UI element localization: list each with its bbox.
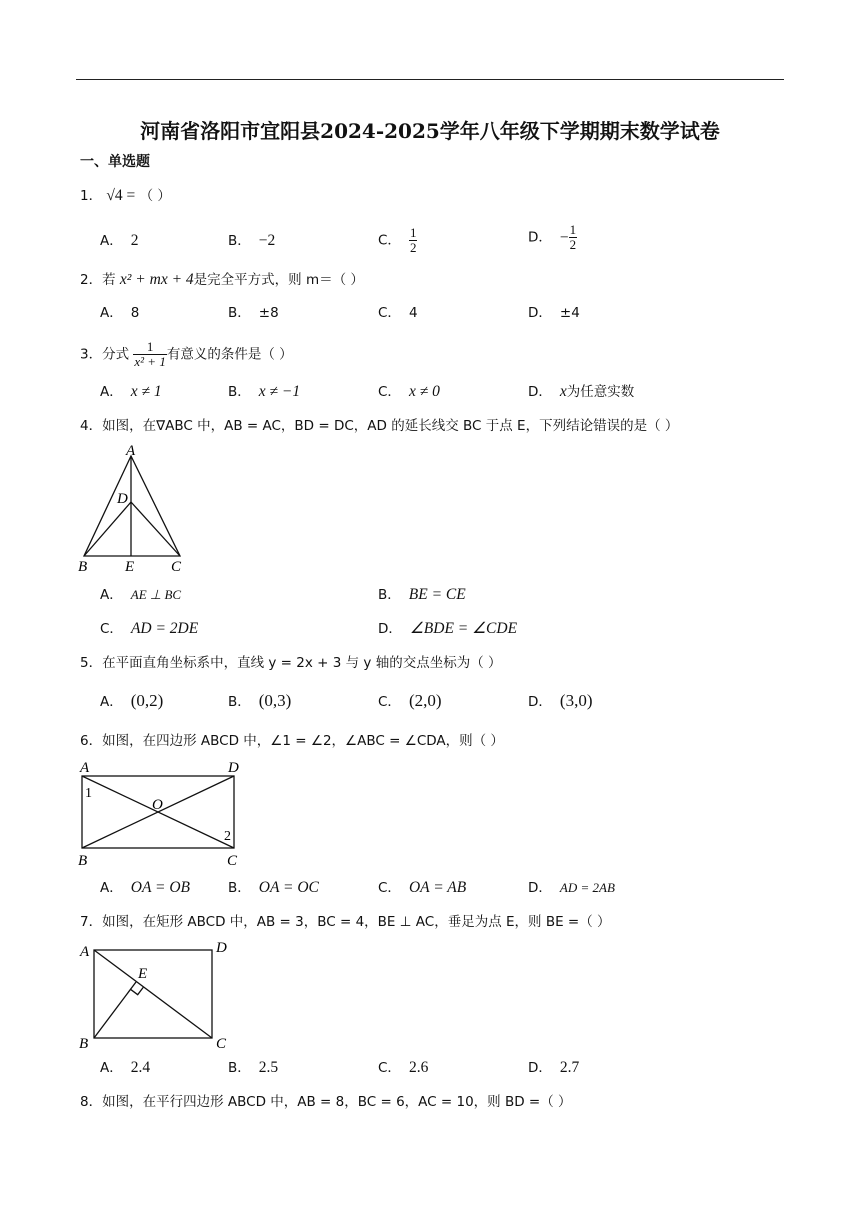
option-d[interactable] <box>528 382 634 402</box>
option-d[interactable] <box>528 223 577 252</box>
fraction-denominator: x² + 1 <box>134 354 166 369</box>
question-number: 7． <box>80 914 103 930</box>
vertex-label-e: E <box>125 559 135 574</box>
option-label: D． <box>528 305 552 321</box>
option-label: B． <box>228 384 251 400</box>
option-value: 2.6 <box>408 1059 429 1076</box>
option-fraction <box>409 226 418 255</box>
question-6 <box>80 731 504 751</box>
question-4 <box>80 416 678 436</box>
question-text: 在平面直角坐标系中，直线 y = 2x + 3 与 y 轴的交点坐标为（ ） <box>102 655 502 671</box>
question-8 <box>80 1092 572 1112</box>
page-title: 河南省洛阳市宜阳县2024-2025学年八年级下学期期末数学试卷 <box>140 119 720 143</box>
fraction-numerator: 1 <box>146 339 154 354</box>
option-label: B． <box>378 587 401 603</box>
option-a[interactable] <box>100 382 162 402</box>
option-label: D． <box>528 880 552 896</box>
option-b[interactable] <box>228 303 279 323</box>
option-value: OA = AB <box>408 879 467 896</box>
option-value: AE ⊥ BC <box>130 587 182 602</box>
question-text: 如图，在∇ABC 中，AB = AC，BD = DC，AD 的延长线交 BC 于点 E，下列结论错误的是（ ） <box>102 418 679 434</box>
option-d[interactable] <box>528 878 615 898</box>
question-expression: √4 = <box>106 187 136 204</box>
option-a[interactable] <box>100 303 139 323</box>
question-5 <box>80 653 501 673</box>
question-text: 若 <box>102 272 116 288</box>
rectangle-figure <box>76 936 236 1052</box>
option-b[interactable] <box>378 585 466 605</box>
option-label: A． <box>100 233 123 249</box>
vertex-label-a: A <box>80 760 90 776</box>
option-c[interactable] <box>378 1058 428 1078</box>
option-value: x ≠ −1 <box>258 383 301 400</box>
question-2 <box>80 270 364 290</box>
option-c[interactable] <box>378 226 417 255</box>
option-label: D． <box>528 229 552 246</box>
option-b[interactable] <box>228 1058 278 1078</box>
option-value: (0,2) <box>130 691 164 710</box>
option-value: 8 <box>130 305 140 321</box>
option-b[interactable] <box>228 691 291 712</box>
option-value: AD = 2AB <box>559 880 615 895</box>
question-text: 如图，在平行四边形 ABCD 中，AB = 8，BC = 6，AC = 10，则 BD =（ ） <box>102 1094 572 1110</box>
option-label: A． <box>100 305 123 321</box>
option-label: C． <box>378 880 401 896</box>
vertex-label-a: A <box>80 944 90 960</box>
option-a[interactable] <box>100 1058 150 1078</box>
option-value: 2 <box>130 232 139 249</box>
option-label: A． <box>100 1060 123 1076</box>
option-value: AD = 2DE <box>130 620 199 637</box>
question-text: 如图，在四边形 ABCD 中，∠1 = ∠2，∠ABC = ∠CDA，则（ ） <box>102 733 504 749</box>
option-d[interactable] <box>378 619 517 639</box>
option-label: B． <box>228 233 251 249</box>
option-b[interactable] <box>228 878 319 898</box>
option-label: A． <box>100 880 123 896</box>
option-value: OA = OC <box>258 879 319 896</box>
option-a[interactable] <box>100 231 139 251</box>
option-value: (0,3) <box>258 691 292 710</box>
question-3 <box>80 340 293 369</box>
option-label: D． <box>528 1060 552 1076</box>
option-label: B． <box>228 880 251 896</box>
question-number: 6． <box>80 733 103 749</box>
question-number: 5． <box>80 655 103 671</box>
option-label: A． <box>100 384 123 400</box>
question-text: 分式 <box>102 346 130 363</box>
option-label: B． <box>228 1060 251 1076</box>
option-label: C． <box>378 694 401 710</box>
option-a[interactable] <box>100 585 181 605</box>
angle-label-2: 2 <box>224 829 231 844</box>
option-label: D． <box>528 384 552 400</box>
option-a[interactable] <box>100 691 163 712</box>
fraction-numerator: 1 <box>409 225 417 240</box>
vertex-label-d: D <box>216 940 227 956</box>
option-value: (3,0) <box>559 691 593 710</box>
option-value: ±4 <box>559 305 580 321</box>
option-label: B． <box>228 694 251 710</box>
header-rule <box>76 79 784 80</box>
vertex-label-c: C <box>171 559 182 574</box>
option-value-text: 为任意实数 <box>566 384 635 400</box>
option-value: 2.5 <box>258 1059 279 1076</box>
option-d[interactable] <box>528 1058 579 1078</box>
vertex-label-b: B <box>79 1036 89 1052</box>
section-heading: 一、单选题 <box>80 154 150 170</box>
question-bracket: （ ） <box>139 188 171 204</box>
vertex-label-a: A <box>126 443 136 459</box>
option-value: OA = OB <box>130 879 191 896</box>
option-a[interactable] <box>100 878 190 898</box>
option-d[interactable] <box>528 691 592 712</box>
vertex-label-b: B <box>78 559 88 574</box>
option-label: C． <box>378 384 401 400</box>
option-value: (2,0) <box>408 691 442 710</box>
fraction-denominator: 2 <box>569 237 577 252</box>
question-fraction <box>133 340 166 369</box>
option-label: A． <box>100 694 123 710</box>
vertex-label-b: B <box>78 853 88 869</box>
option-c[interactable] <box>378 691 442 712</box>
option-value: 4 <box>408 305 418 321</box>
option-label: C． <box>378 305 401 321</box>
option-label: D． <box>528 694 552 710</box>
vertex-label-c: C <box>227 853 238 869</box>
foot-label-e: E <box>138 966 148 982</box>
fraction-numerator: 1 <box>569 222 577 237</box>
vertex-label-d: D <box>117 491 128 507</box>
option-label: C． <box>378 232 401 249</box>
option-value: 2.4 <box>130 1059 151 1076</box>
question-number: 3． <box>80 346 103 363</box>
option-c[interactable] <box>378 382 440 402</box>
question-text: 如图，在矩形 ABCD 中，AB = 3，BC = 4，BE ⊥ AC，垂足为点 E，则 BE =（ ） <box>102 914 611 930</box>
question-number: 2． <box>80 272 103 288</box>
question-7 <box>80 912 611 932</box>
option-c[interactable] <box>100 619 198 639</box>
option-d[interactable] <box>528 303 580 323</box>
option-label: D． <box>378 621 402 637</box>
triangle-figure <box>76 442 188 574</box>
quadrilateral-figure <box>76 756 248 870</box>
vertex-label-c: C <box>216 1036 227 1052</box>
option-value: BE = CE <box>408 586 466 603</box>
option-value: x ≠ 0 <box>408 383 440 400</box>
option-label: A． <box>100 587 123 603</box>
option-value: ∠BDE = ∠CDE <box>409 620 518 637</box>
question-1 <box>80 186 171 206</box>
option-value: 2.7 <box>559 1059 580 1076</box>
option-label: C． <box>100 621 123 637</box>
angle-label-1: 1 <box>85 786 92 801</box>
option-b[interactable] <box>228 231 275 251</box>
question-number: 1． <box>80 188 103 204</box>
option-fraction <box>569 223 578 252</box>
question-number: 4． <box>80 418 103 434</box>
option-label: B． <box>228 305 251 321</box>
question-text-tail: 有意义的条件是（ ） <box>166 346 293 363</box>
option-value: −2 <box>258 232 276 249</box>
option-b[interactable] <box>228 382 300 402</box>
center-label-o: O <box>152 797 163 813</box>
vertex-label-d: D <box>228 760 239 776</box>
option-value: x <box>559 383 567 400</box>
option-value: x ≠ 1 <box>130 383 162 400</box>
option-label: C． <box>378 1060 401 1076</box>
option-c[interactable] <box>378 303 418 323</box>
fraction-denominator: 2 <box>409 240 417 255</box>
minus-sign: − <box>559 228 569 246</box>
question-text-tail: 是完全平方式，则 m＝（ ） <box>193 272 364 288</box>
question-number: 8． <box>80 1094 103 1110</box>
option-c[interactable] <box>378 878 466 898</box>
question-expression: x² + mx + 4 <box>119 271 194 288</box>
option-value: ±8 <box>258 305 279 321</box>
